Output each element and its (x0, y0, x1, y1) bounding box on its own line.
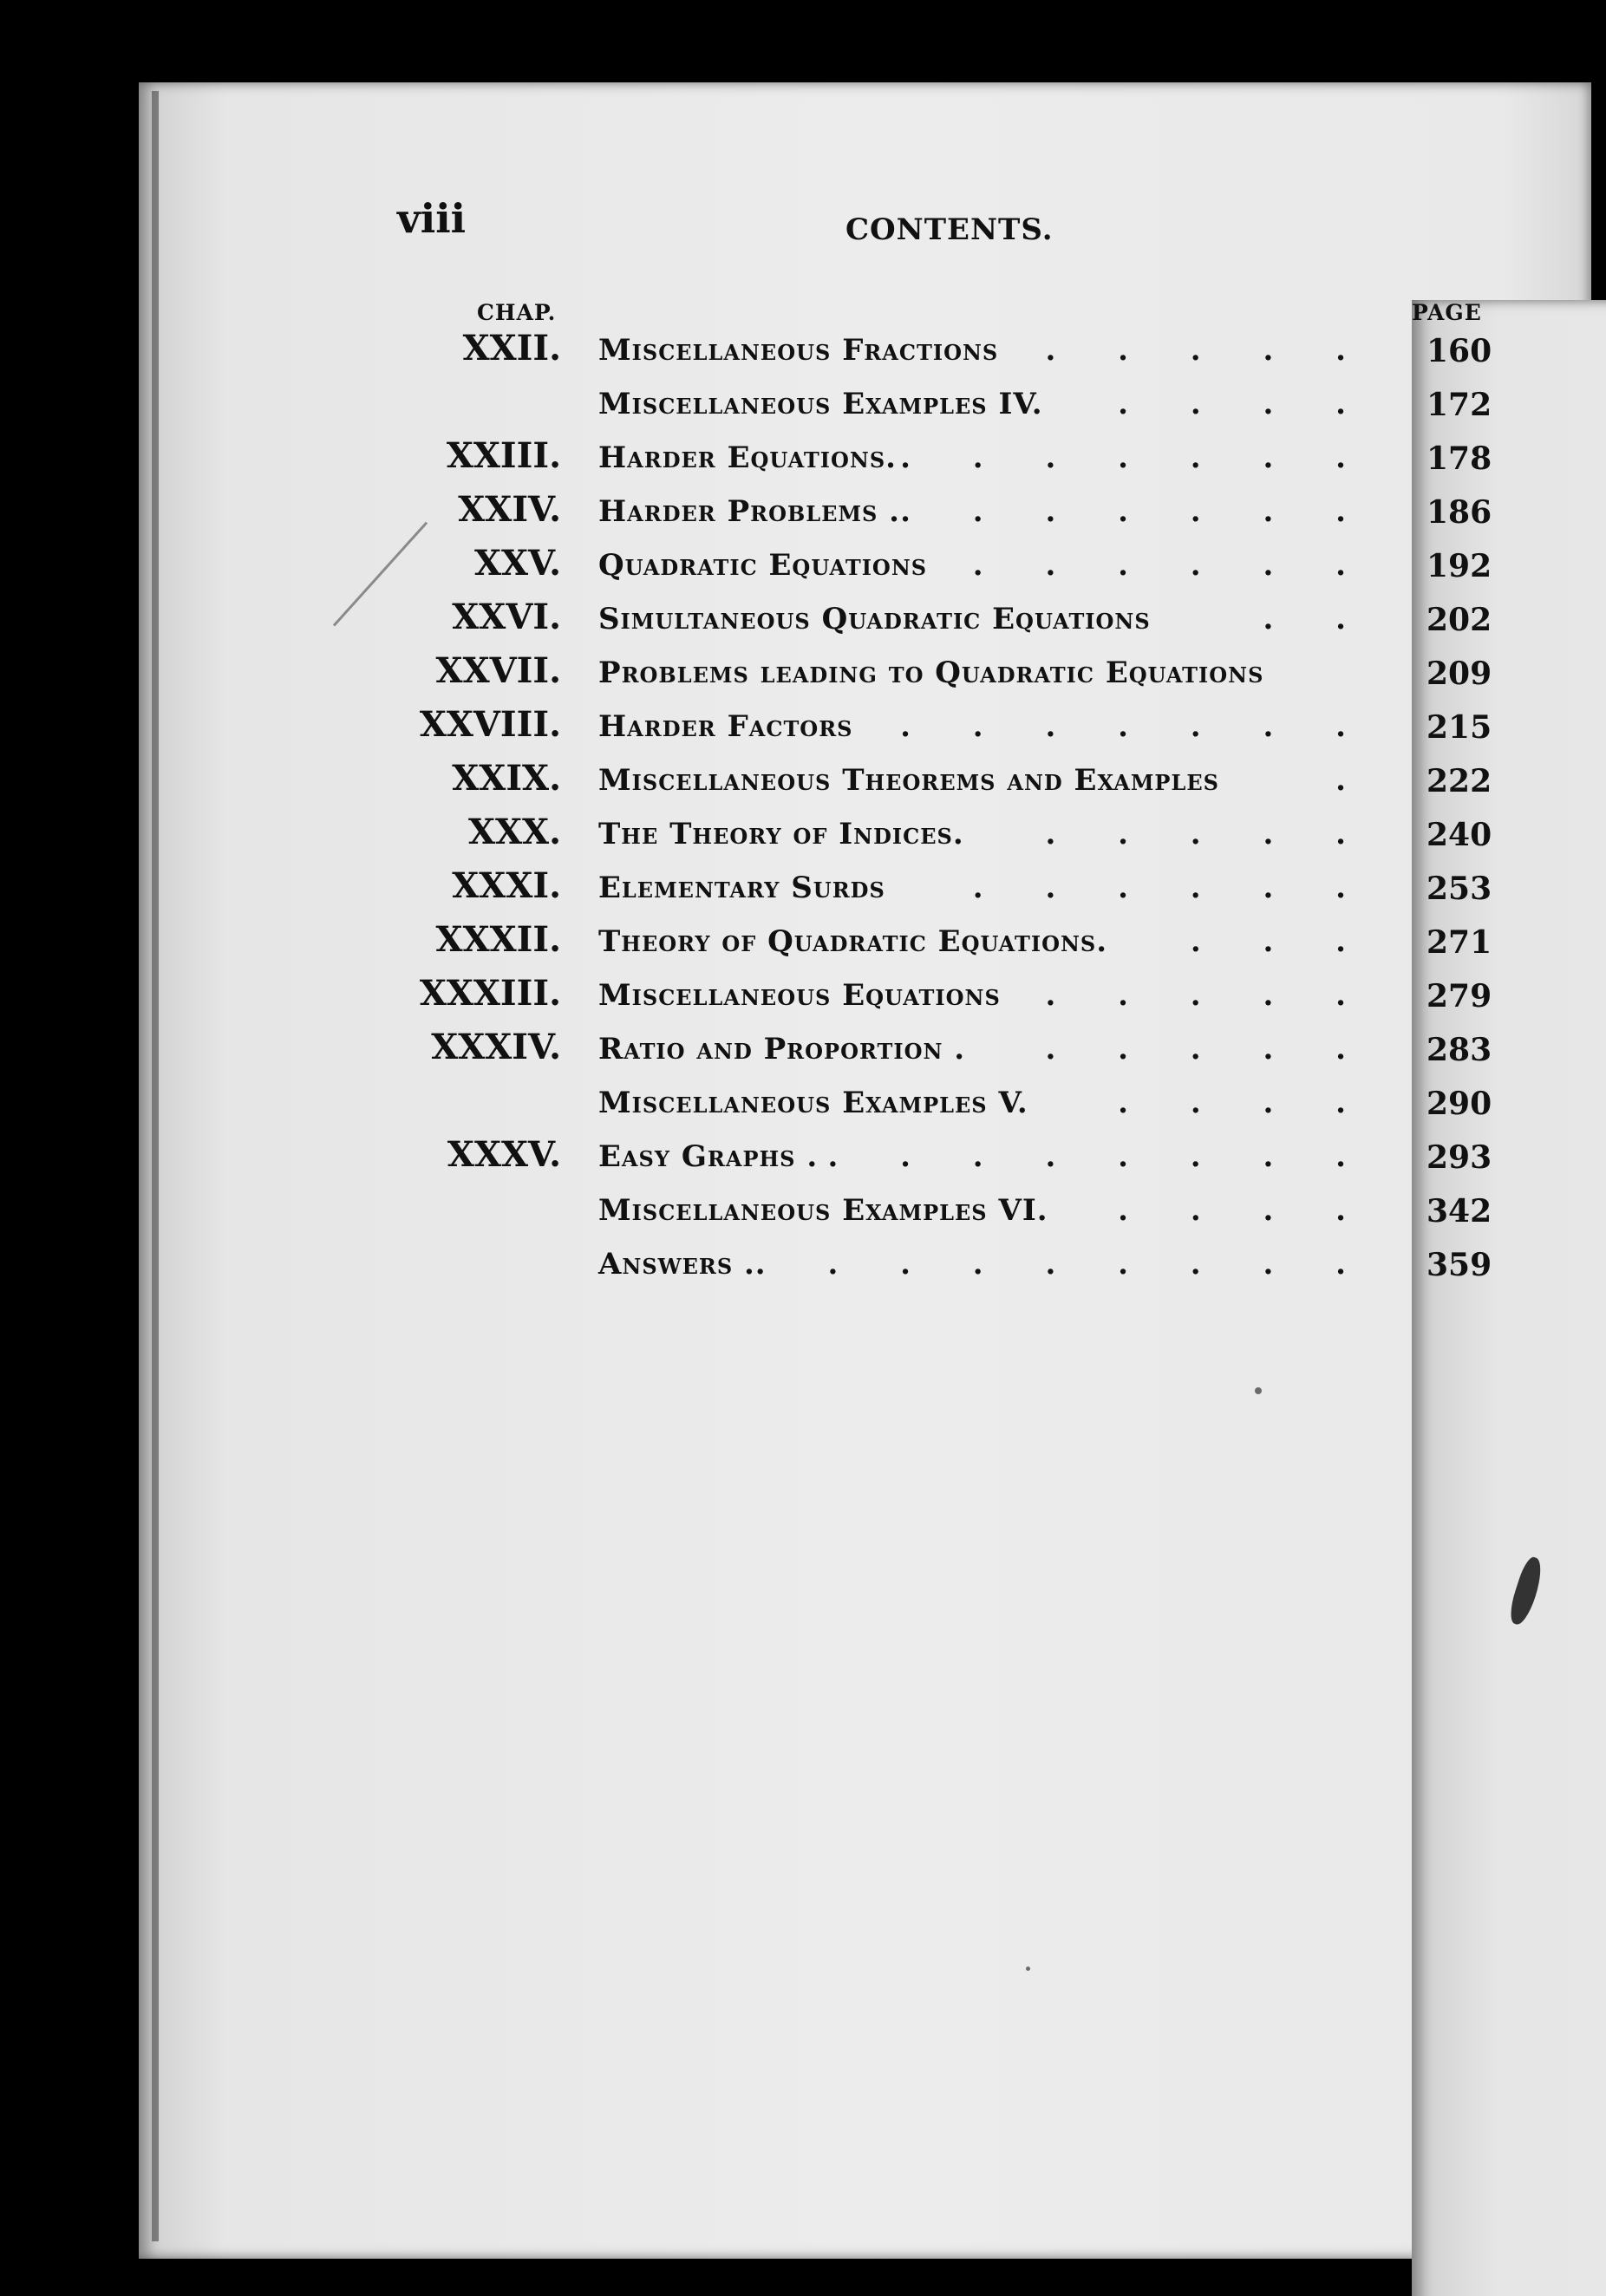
dot-leader: . . . . . . . (900, 709, 1372, 744)
page-number: 172 (1426, 387, 1492, 423)
page-number: 293 (1426, 1139, 1492, 1176)
page-number: 342 (1426, 1193, 1492, 1230)
page-number: 202 (1426, 602, 1492, 638)
chapter-number: XXVII. (435, 650, 561, 691)
chapter-title: Harder Problems . (598, 494, 901, 529)
dot-leader: . . . . (1118, 1193, 1372, 1228)
chapter-title: Easy Graphs . (598, 1139, 819, 1174)
page-number: 290 (1426, 1086, 1492, 1122)
dot-leader: . (1335, 763, 1372, 798)
dot-leader: . . . . . (1045, 1032, 1372, 1066)
chapter-column-heading: CHAP. (477, 300, 557, 325)
toc-entry (0, 1242, 1606, 1295)
chapter-title: Harder Factors (598, 709, 853, 744)
toc-entry (0, 919, 1606, 973)
running-head (0, 195, 1606, 247)
chapter-number: XXII. (462, 328, 561, 369)
chapter-number: XXIV. (458, 489, 561, 530)
page-folio: viii (397, 195, 467, 242)
chapter-number: XXXI. (452, 865, 561, 906)
dot-leader: . . . . (1118, 1086, 1372, 1120)
chapter-title: Problems leading to Quadratic Equations (598, 656, 1264, 690)
page-number: 186 (1426, 494, 1492, 531)
chapter-number: XXIII. (446, 435, 561, 476)
toc-entry (0, 650, 1606, 704)
dot-leader: . . . (1190, 924, 1372, 959)
toc-entry (0, 1080, 1606, 1134)
dot-leader: . . . . . . . (900, 440, 1372, 475)
page-column-heading: PAGE (1412, 300, 1606, 2296)
chapter-title: Theory of Quadratic Equations. (598, 924, 1108, 959)
chapter-number: XXVIII. (419, 704, 561, 745)
chapter-title: Simultaneous Quadratic Equations (598, 602, 1151, 636)
toc-entry (0, 597, 1606, 650)
chapter-title: Miscellaneous Examples IV. (598, 387, 1043, 421)
chapter-title: Miscellaneous Equations (598, 978, 1001, 1013)
toc-entry (0, 973, 1606, 1027)
page-number: 160 (1426, 333, 1492, 369)
page-number: 359 (1426, 1247, 1492, 1283)
chapter-number: XXXIV. (431, 1027, 561, 1067)
dot-leader: . . . . . (1045, 978, 1372, 1013)
dot-leader: . . (1263, 602, 1372, 636)
page-number: 271 (1426, 924, 1492, 961)
chapter-title: Miscellaneous Theorems and Examples (598, 763, 1219, 798)
chapter-title: Harder Equations. (598, 440, 897, 475)
toc-entry (0, 328, 1606, 382)
dot-leader: . . . . . (1045, 333, 1372, 368)
page-number: 178 (1426, 440, 1492, 477)
chapter-title: Miscellaneous Fractions (598, 333, 999, 368)
toc-entry (0, 382, 1606, 435)
chapter-title: Miscellaneous Examples VI. (598, 1193, 1048, 1228)
chapter-number: XXXIII. (419, 973, 561, 1014)
chapter-title: The Theory of Indices. (598, 817, 964, 851)
toc-entry (0, 1134, 1606, 1188)
page-number: 240 (1426, 817, 1492, 853)
page-number: 253 (1426, 871, 1492, 907)
page-number: 192 (1426, 548, 1492, 584)
dot-leader: . . . . . . (972, 548, 1372, 583)
chapter-title: Elementary Surds (598, 871, 885, 905)
dot-leader: . . . . . . . . . (754, 1247, 1372, 1282)
page-title: CONTENTS. (845, 212, 1054, 247)
page-number: 215 (1426, 709, 1492, 746)
toc-entry (0, 1188, 1606, 1242)
chapter-number: XXX. (467, 812, 561, 852)
page-number: 222 (1426, 763, 1492, 799)
toc-entry (0, 704, 1606, 758)
dot-leader: . . . . . . . . (827, 1139, 1372, 1174)
toc-entry (0, 543, 1606, 597)
toc-entry (0, 435, 1606, 489)
page-number: 279 (1426, 978, 1492, 1014)
dot-leader: . . . . . . . (900, 494, 1372, 529)
scan-speck (1255, 1387, 1262, 1394)
chapter-number: XXVI. (452, 597, 561, 637)
toc-entry (0, 865, 1606, 919)
page-number: 283 (1426, 1032, 1492, 1068)
chapter-number: XXXV. (447, 1134, 561, 1175)
toc-entry (0, 812, 1606, 865)
chapter-number: XXV. (473, 543, 561, 584)
chapter-title: Answers . (598, 1247, 755, 1282)
chapter-title: Ratio and Proportion . (598, 1032, 966, 1066)
toc-entry (0, 1027, 1606, 1080)
chapter-number: XXIX. (452, 758, 561, 799)
toc-entry (0, 758, 1606, 812)
dot-leader: . . . . (1118, 387, 1372, 421)
chapter-title: Quadratic Equations (598, 548, 928, 583)
dot-leader: . . . . . . (972, 871, 1372, 905)
dot-leader: . . . . . (1045, 817, 1372, 851)
chapter-number: XXXII. (435, 919, 561, 960)
page-number: 209 (1426, 656, 1492, 692)
chapter-title: Miscellaneous Examples V. (598, 1086, 1028, 1120)
toc-entry (0, 489, 1606, 543)
scan-speck (1026, 1967, 1030, 1971)
